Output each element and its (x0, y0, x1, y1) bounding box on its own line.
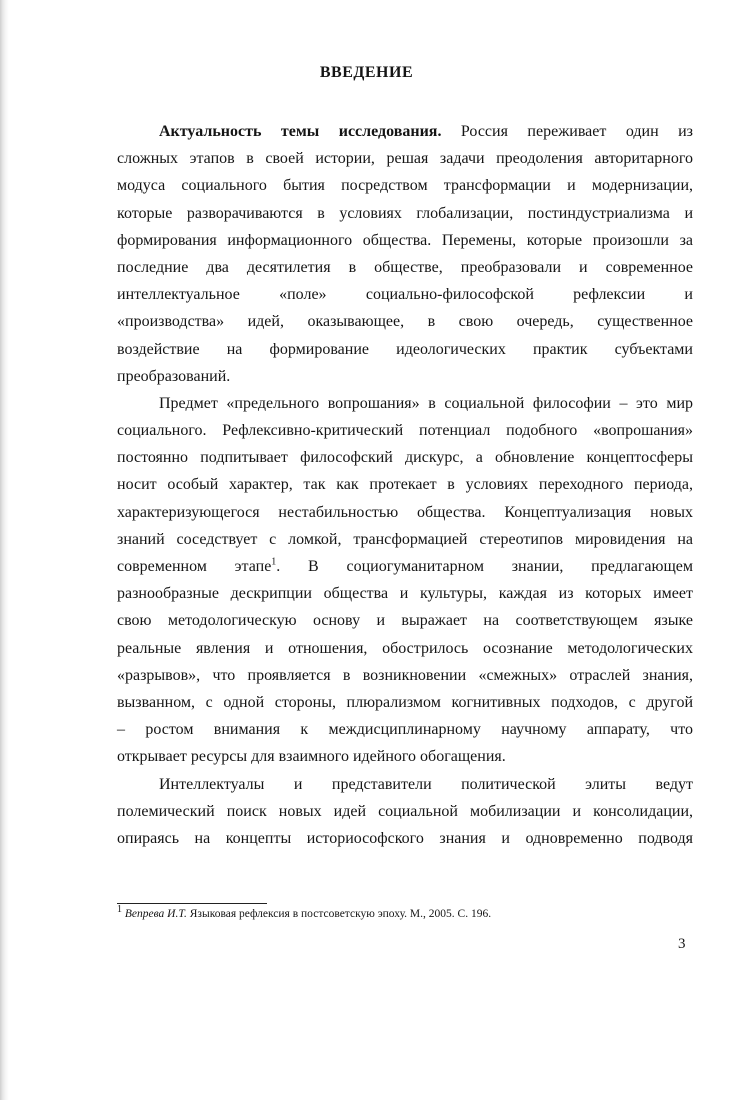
paragraph-line: вызванном, с одной стороны, плюрализмом когнитивных подходов, с другой (117, 693, 693, 711)
paragraph-intellectuals (117, 771, 693, 853)
paragraph-line: опираясь на концепты историософского знания и одновременно подводя (117, 829, 693, 847)
line-text: . В социогуманитарном знании, предлагающем (276, 558, 693, 575)
paragraph-line (159, 118, 693, 145)
paragraph-line: носит особый характер, так как протекает в условиях переходного периода, (117, 476, 693, 494)
paragraph-line: открывает ресурсы для взаимного идейного обогащения. (117, 748, 506, 766)
paragraph-line: – ростом внимания к междисциплинарному научному аппарату, что (117, 721, 693, 739)
paragraph-line: модуса социального бытия посредством трансформации и модернизации, (117, 177, 693, 195)
paragraph-line: преобразований. (117, 367, 231, 385)
line-text: Россия переживает один из (441, 123, 693, 140)
paragraph-line: знаний соседствует с ломкой, трансформацией стереотипов мировидения на (117, 530, 693, 548)
page-number: 3 (678, 936, 686, 952)
footnote (117, 904, 492, 920)
footnote-separator (117, 903, 267, 904)
paragraph-line: Предмет «предельного вопрошания» в социальной философии – это мир (159, 394, 693, 412)
lead-phrase: Актуальность темы исследования. (159, 123, 442, 140)
paragraph-line (117, 553, 693, 580)
paragraph-line: последние два десятилетия в обществе, преобразовали и современное (117, 258, 693, 276)
footnote-text: Языковая рефлексия в постсоветскую эпоху. М., 2005. С. 196. (186, 908, 492, 920)
paragraph-line: Интеллектуалы и представители политической элиты ведут (159, 775, 693, 793)
paragraph-line: свою методологическую основу и выражает на соответствующем языке (117, 612, 693, 630)
paragraph-line: сложных этапов в своей истории, решая задачи преодоления авторитарного (117, 150, 693, 168)
paragraph-line: «разрывов», что проявляется в возникновении «смежных» отраслей знания, (117, 666, 693, 684)
paragraph-line: «производства» идей, оказывающее, в свою очередь, существенное (117, 313, 693, 331)
paragraph-line: воздействие на формирование идеологических практик субъектами (117, 340, 693, 358)
paragraph-line: разнообразные дескрипции общества и культуры, каждая из которых имеет (117, 585, 693, 603)
paragraph-relevance (117, 118, 693, 390)
page-title: ВВЕДЕНИЕ (319, 64, 414, 81)
paragraph-line: характеризующегося нестабильностью общества. Концептуализация новых (117, 503, 693, 521)
paragraph-line: полемический поиск новых идей социальной мобилизации и консолидации, (117, 802, 693, 820)
footnote-mark: 1 (117, 904, 122, 916)
footnote-author: Вепрева И.Т. (124, 908, 187, 920)
paragraph-line: постоянно подпитывает философский дискурс, а обновление концептосферы (117, 449, 693, 467)
paragraph-line: социального. Рефлексивно-критический потенциал подобного «вопрошания» (117, 422, 693, 440)
body-text (117, 118, 693, 852)
paragraph-line: формирования информационного общества. Перемены, которые произошли за (117, 231, 693, 249)
paragraph-line: интеллектуальное «поле» социально-философской рефлексии и (117, 286, 693, 304)
footnote-reference[interactable]: 1 (271, 556, 277, 568)
paragraph-line: реальные явления и отношения, обострилось осознание методологических (117, 639, 693, 657)
line-text: современном этапе (117, 558, 272, 575)
paragraph-line: которые разворачиваются в условиях глобализации, постиндустриализма и (117, 204, 693, 222)
paragraph-subject (117, 390, 693, 771)
